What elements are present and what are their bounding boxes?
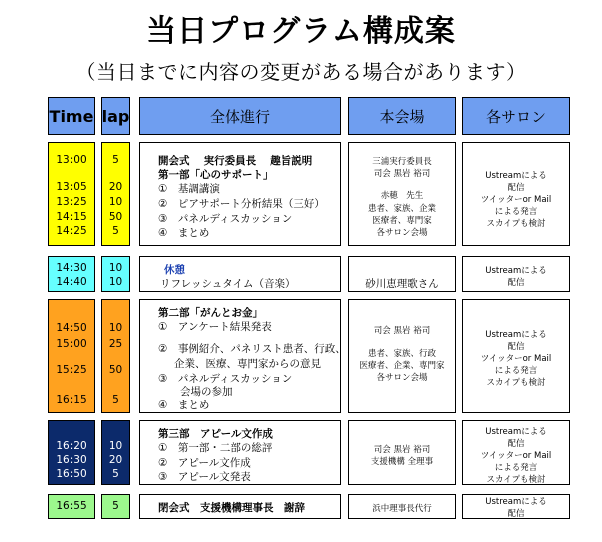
time-value: 13:00 <box>56 154 87 166</box>
lap-cell-3 <box>101 299 130 413</box>
time-value: 16:55 <box>56 500 87 512</box>
header-main-hall: 本会場 <box>348 97 456 135</box>
main-hall-line: 司会 黒岩 裕司 <box>373 326 431 336</box>
lap-value: 10 <box>108 262 123 274</box>
time-cell-3 <box>48 299 95 413</box>
time-value: 16:50 <box>56 468 87 480</box>
salon-cell-1 <box>462 142 570 246</box>
lap-value: 5 <box>112 500 119 512</box>
main-hall-line: 赤穂 先生 <box>380 191 424 201</box>
lap-value: 50 <box>108 364 123 376</box>
salon-line: Ustreamによる <box>485 330 547 340</box>
time-value: 16:15 <box>56 394 87 406</box>
lap-value: 5 <box>112 468 119 480</box>
lap-value: 10 <box>108 276 123 288</box>
main-hall-line: 司会 黒岩 裕司 <box>373 445 431 455</box>
lap-value: 20 <box>108 181 123 193</box>
progress-line: 休憩 <box>164 264 185 276</box>
lap-value: 50 <box>108 211 123 223</box>
progress-line: ③ アピール文発表 <box>158 471 251 483</box>
time-value: 13:25 <box>56 196 87 208</box>
time-value: 14:25 <box>56 225 87 237</box>
progress-line: 第三部 アピール文作成 <box>158 428 273 440</box>
salon-line: による発言 <box>494 366 538 376</box>
lap-cell-1 <box>101 142 130 246</box>
salon-line: ツイッターor Mail <box>480 354 552 364</box>
salon-cell-3 <box>462 299 570 413</box>
main-hall-line: 医療者、専門家 <box>372 216 432 226</box>
main-hall-line: 支援機構 全理事 <box>370 457 434 467</box>
progress-line: ③ パネルディスカッション <box>158 213 293 225</box>
main-hall-cell-5 <box>348 494 456 519</box>
main-hall-cell-1 <box>348 142 456 246</box>
salon-line: による発言 <box>494 463 538 473</box>
header-lap: lap <box>101 97 130 135</box>
progress-line: ① 基調講演 <box>158 183 220 195</box>
salon-cell-4 <box>462 420 570 485</box>
progress-cell-5 <box>139 494 341 519</box>
time-cell-2 <box>48 256 95 292</box>
lap-value: 5 <box>112 154 119 166</box>
lap-cell-2 <box>101 256 130 292</box>
salon-line: ツイッターor Mail <box>480 451 552 461</box>
progress-line: ① アンケート結果発表 <box>158 321 272 333</box>
main-hall-line: 砂川恵理歌さん <box>365 278 439 290</box>
progress-line: リフレッシュタイム（音楽） <box>160 278 296 290</box>
lap-value: 25 <box>108 338 123 350</box>
salon-line: 配信 <box>507 342 525 352</box>
lap-value: 5 <box>112 225 119 237</box>
main-hall-line: 患者、家族、行政 <box>367 349 436 359</box>
header-salon: 各サロン <box>462 97 570 135</box>
lap-value: 10 <box>108 440 123 452</box>
time-value: 16:30 <box>56 454 87 466</box>
header-progress: 全体進行 <box>139 97 341 135</box>
progress-line: 第二部「がんとお金」 <box>158 307 263 319</box>
progress-line: ② アピール文作成 <box>158 457 251 469</box>
salon-cell-2 <box>462 256 570 292</box>
salon-line: スカイプも検討 <box>486 219 546 229</box>
progress-line: ③ パネルディスカッション <box>158 373 293 385</box>
time-value: 14:40 <box>56 276 87 288</box>
salon-line: 配信 <box>507 439 525 449</box>
salon-cell-5 <box>462 494 570 519</box>
page-subtitle: （当日までに内容の変更がある場合があります） <box>75 60 527 84</box>
time-value: 14:30 <box>56 262 87 274</box>
progress-line: 閉会式 支援機構理事長 謝辞 <box>158 502 305 514</box>
time-value: 15:00 <box>56 338 87 350</box>
progress-line: ② 事例紹介、パネリスト患者、行政、 <box>158 343 346 355</box>
time-value: 14:15 <box>56 211 87 223</box>
time-value: 16:20 <box>56 440 87 452</box>
page-title: 当日プログラム構成案 <box>146 14 456 49</box>
salon-line: Ustreamによる <box>485 171 547 181</box>
lap-cell-4 <box>101 420 130 485</box>
time-value: 14:50 <box>56 322 87 334</box>
time-cell-5 <box>48 494 95 519</box>
salon-line: による発言 <box>494 207 538 217</box>
salon-line: Ustreamによる <box>485 497 547 507</box>
salon-line: ツイッターor Mail <box>480 195 552 205</box>
lap-value: 5 <box>112 394 119 406</box>
salon-line: 配信 <box>507 509 525 519</box>
header-time: Time <box>48 97 95 135</box>
progress-line: ④ まとめ <box>158 227 210 239</box>
progress-line: 会場の参加 <box>180 386 233 398</box>
progress-line: ② ピアサポート分析結果（三好） <box>158 198 325 210</box>
time-cell-1 <box>48 142 95 246</box>
progress-cell-3 <box>139 299 346 413</box>
salon-line: Ustreamによる <box>485 266 547 276</box>
progress-line: ① 第一部・二部の総評 <box>158 442 273 454</box>
lap-cell-5 <box>101 494 130 519</box>
main-hall-line: 各サロン会場 <box>376 373 428 383</box>
main-hall-line: 医療者、企業、専門家 <box>359 361 445 371</box>
main-hall-line: 患者、家族、企業 <box>367 204 436 214</box>
main-hall-line: 司会 黒岩 裕司 <box>373 169 431 179</box>
salon-line: 配信 <box>507 183 525 193</box>
salon-line: スカイプも検討 <box>486 475 546 485</box>
progress-cell-2 <box>139 256 341 292</box>
time-value: 13:05 <box>56 181 87 193</box>
progress-line: ④ まとめ <box>158 399 210 411</box>
time-value: 15:25 <box>56 364 87 376</box>
salon-line: Ustreamによる <box>485 427 547 437</box>
main-hall-line: 各サロン会場 <box>376 228 428 238</box>
progress-line: 第一部「心のサポート」 <box>158 169 274 181</box>
lap-value: 10 <box>108 322 123 334</box>
lap-value: 10 <box>108 196 123 208</box>
main-hall-line: 三浦実行委員長 <box>372 157 432 167</box>
progress-line: 開会式 実行委員長 趣旨説明 <box>158 155 313 167</box>
main-hall-cell-2 <box>348 256 456 292</box>
progress-cell-4 <box>139 420 341 485</box>
progress-line: 企業、医療、専門家からの意見 <box>174 358 321 370</box>
time-cell-4 <box>48 420 95 485</box>
main-hall-cell-4 <box>348 420 456 485</box>
salon-line: スカイプも検討 <box>486 378 546 388</box>
progress-cell-1 <box>139 142 341 246</box>
lap-value: 20 <box>108 454 123 466</box>
main-hall-line: 浜中理事長代行 <box>372 504 432 514</box>
main-hall-cell-3 <box>348 299 456 413</box>
salon-line: 配信 <box>507 278 525 288</box>
